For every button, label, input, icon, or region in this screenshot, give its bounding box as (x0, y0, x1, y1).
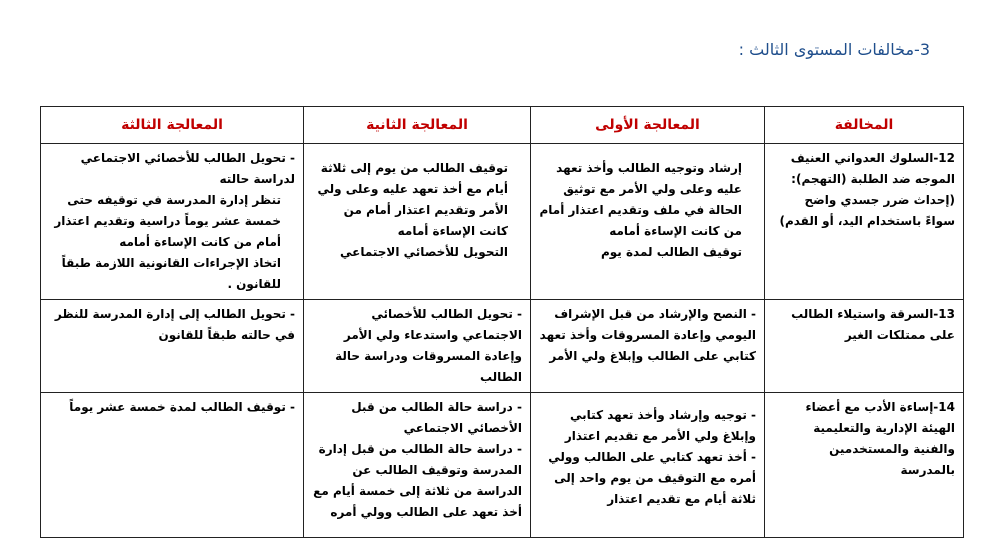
treatment-3-cell (41, 393, 304, 538)
table-row (41, 144, 964, 300)
treatment-item: - أخذ تعهد كتابي على الطالب وولي أمره مع التوقيف من يوم واحد إلى ثلاثة أيام مع تقديم اعتذار (548, 450, 756, 506)
treatment-1-cell (531, 144, 765, 300)
header-treatment-3: المعالجة الثالثة (41, 107, 304, 144)
violations-table (40, 106, 964, 538)
treatment-item: - النصح والإرشاد من قبل الإشراف اليومي وإعادة المسروقات وأخذ تعهد كتابي على الطالب وإبلاغ ولي الأمر (539, 307, 756, 363)
treatment-item: - تحويل الطالب إلى إدارة المدرسة للنظر في حالته طبقاً للقانون (54, 307, 295, 342)
table-row (41, 300, 964, 393)
treatment-3-cell (41, 300, 304, 393)
treatment-item: - دراسة حالة الطالب من قبل إدارة المدرسة وتوقيف الطالب عن الدراسة من ثلاثة إلى خمسة أيام مع أخذ تعهد على الطالب وولي أمره (313, 442, 522, 519)
treatment-item: توقيف الطالب من يوم إلى ثلاثة أيام مع أخذ تعهد عليه وعلى ولي الأمر وتقديم اعتذار أمام من كانت الإساءة أمامه (317, 161, 508, 238)
header-treatment-1: المعالجة الأولى (531, 107, 765, 144)
treatment-item: اتخاذ الإجراءات القانونية اللازمة طبقاً للقانون . (61, 256, 281, 291)
violation-cell: 12-السلوك العدواني العنيف الموجه ضد الطلبة (التهجم): (إحداث ضرر جسدي واضح سواءً باستخدام اليد، أو القدم) (765, 144, 964, 300)
treatment-item: - دراسة حالة الطالب من قبل الأخصائي الاجتماعي (351, 400, 522, 435)
treatment-item: - تحويل الطالب للأخصائي الاجتماعي لدراسة حالته (80, 151, 295, 186)
treatment-1-cell (531, 393, 765, 538)
treatment-item: - توجيه وإرشاد وأخذ تعهد كتابي وإبلاغ ولي الأمر مع تقديم اعتذار (564, 408, 756, 443)
treatment-item: تنظر إدارة المدرسة في توقيفه حتى خمسة عشر يوماً دراسية وتقديم اعتذار أمام من كانت الإساءة أمامه (54, 193, 281, 249)
table-row (41, 393, 964, 538)
table-header-row (41, 107, 964, 144)
treatment-item: إرشاد وتوجيه الطالب وأخذ تعهد عليه وعلى ولي الأمر مع توثيق الحالة في ملف وتقديم اعتذار أمام من كانت الإساءة أمامه (539, 161, 742, 238)
treatment-item: - توقيف الطالب لمدة خمسة عشر يوماً (69, 400, 295, 414)
treatment-3-cell (41, 144, 304, 300)
treatment-item: توقيف الطالب لمدة يوم (600, 245, 742, 259)
treatment-1-cell (531, 300, 765, 393)
header-violation: المخالفة (765, 107, 964, 144)
treatment-2-cell (304, 144, 531, 300)
header-treatment-2: المعالجة الثانية (304, 107, 531, 144)
violation-cell: 14-إساءة الأدب مع أعضاء الهيئة الإدارية والتعليمية والفنية والمستخدمين بالمدرسة (765, 393, 964, 538)
treatment-2-cell (304, 300, 531, 393)
treatment-item: التحويل للأخصائي الاجتماعي (340, 245, 508, 259)
violation-cell: 13-السرقة واستيلاء الطالب على ممتلكات الغير (765, 300, 964, 393)
section-heading: 3-مخالفات المستوى الثالث : (738, 40, 930, 59)
treatment-item: - تحويل الطالب للأخصائي الاجتماعي واستدعاء ولي الأمر وإعادة المسروقات ودراسة حالة الطالب (335, 307, 522, 384)
treatment-2-cell (304, 393, 531, 538)
